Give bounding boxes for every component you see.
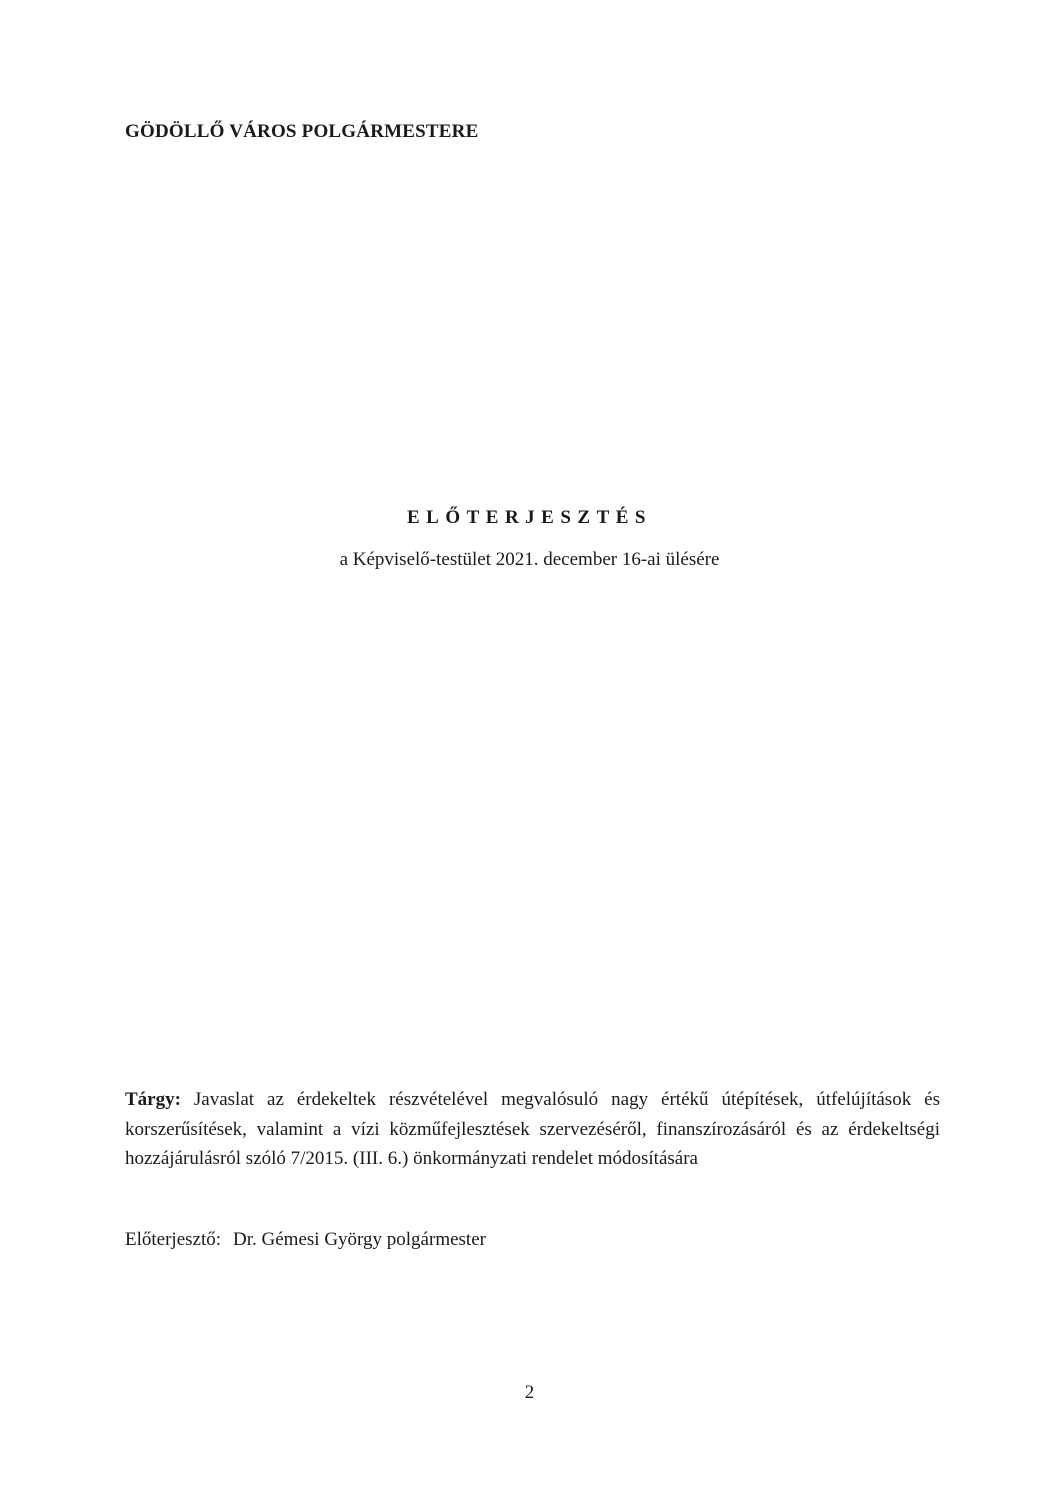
issuer-heading: GÖDÖLLŐ VÁROS POLGÁRMESTERE	[125, 121, 479, 142]
page-number: 2	[524, 1382, 535, 1403]
subject-paragraph	[125, 1085, 940, 1174]
presenter-line	[125, 1229, 486, 1251]
presenter-name: Dr. Gémesi György polgármester	[233, 1229, 486, 1250]
presenter-label: Előterjesztő:	[125, 1229, 222, 1250]
subject-text: Javaslat az érdekeltek részvételével megvalósuló nagy értékű útépítések, útfelújítások és korszerűsítések, valamint a vízi közműfejlesztések szervezéséről, finanszírozásáról és az érdekeltségi hozzájárulásról szóló 7/2015. (III. 6.) önkormányzati rendelet módosítására	[125, 1089, 940, 1169]
document-subtitle: a Képviselő-testület 2021. december 16-ai ülésére	[339, 549, 720, 570]
subject-label: Tárgy:	[125, 1089, 181, 1110]
document-title: ELŐTERJESZTÉS	[406, 507, 653, 528]
